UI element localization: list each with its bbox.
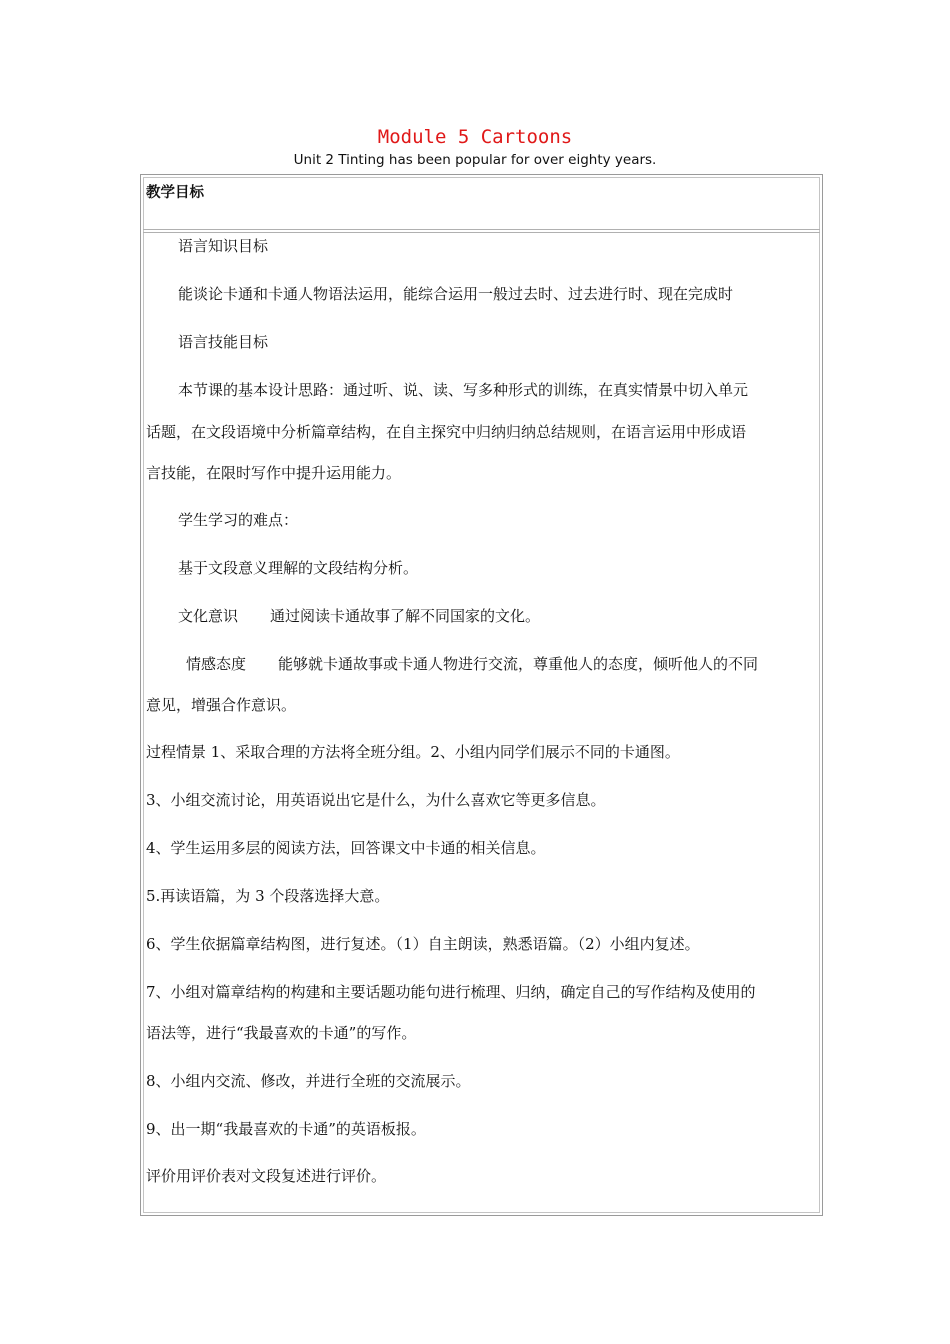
line-design-idea-3: 言技能，在限时写作中提升运用能力。 [146, 464, 402, 482]
table-header-teaching-objectives: 教学目标 [146, 184, 204, 201]
line-process-7b: 语法等，进行“我最喜欢的卡通”的写作。 [146, 1024, 417, 1042]
line-process-8: 8、小组内交流、修改，并进行全班的交流展示。 [146, 1072, 471, 1090]
line-attitude-2: 意见，增强合作意识。 [146, 696, 297, 714]
line-process-3: 3、小组交流讨论，用英语说出它是什么，为什么喜欢它等更多信息。 [146, 791, 606, 809]
attitude-content-1: 能够就卡通故事或卡通人物进行交流，尊重他人的态度，倾听他人的不同 [278, 655, 759, 673]
line-process-1: 过程情景 1、采取合理的方法将全班分组。2、小组内同学们展示不同的卡通图。 [146, 743, 680, 761]
line-language-skill-heading: 语言技能目标 [178, 333, 269, 351]
line-process-5: 5.再读语篇，为 3 个段落选择大意。 [146, 887, 390, 905]
culture-content: 通过阅读卡通故事了解不同国家的文化。 [270, 607, 541, 625]
line-language-knowledge-content: 能谈论卡通和卡通人物语法运用，能综合运用一般过去时、过去进行时、现在完成时 [178, 285, 734, 303]
line-process-9: 9、出一期“我最喜欢的卡通”的英语板报。 [146, 1120, 426, 1138]
line-process-6: 6、学生依据篇章结构图，进行复述。（1）自主朗读，熟悉语篇。（2）小组内复述。 [146, 935, 700, 953]
line-difficulty-content: 基于文段意义理解的文段结构分析。 [178, 559, 419, 577]
header-row-divider [143, 229, 820, 230]
line-language-knowledge-heading: 语言知识目标 [178, 237, 269, 255]
line-process-7a: 7、小组对篇章结构的构建和主要话题功能句进行梳理、归纳，确定自己的写作结构及使用的 [146, 983, 756, 1001]
line-culture [178, 606, 540, 626]
line-process-4: 4、学生运用多层的阅读方法，回答课文中卡通的相关信息。 [146, 839, 546, 857]
line-design-idea-2: 话题，在文段语境中分析篇章结构，在自主探究中归纳归纳总结规则，在语言运用中形成语 [146, 423, 747, 441]
culture-label: 文化意识 [178, 607, 239, 625]
line-evaluation: 评价用评价表对文段复述进行评价。 [146, 1167, 387, 1185]
header-row-divider-inner [143, 232, 820, 233]
document-subtitle: Unit 2 Tinting has been popular for over eighty years. [293, 152, 657, 168]
attitude-label: 情感态度 [186, 655, 247, 673]
document-title: Module 5 Cartoons [377, 126, 573, 148]
line-design-idea-1: 本节课的基本设计思路：通过听、说、读、写多种形式的训练，在真实情景中切入单元 [178, 381, 749, 399]
line-difficulty-heading: 学生学习的难点： [178, 511, 299, 529]
line-attitude [186, 654, 758, 674]
